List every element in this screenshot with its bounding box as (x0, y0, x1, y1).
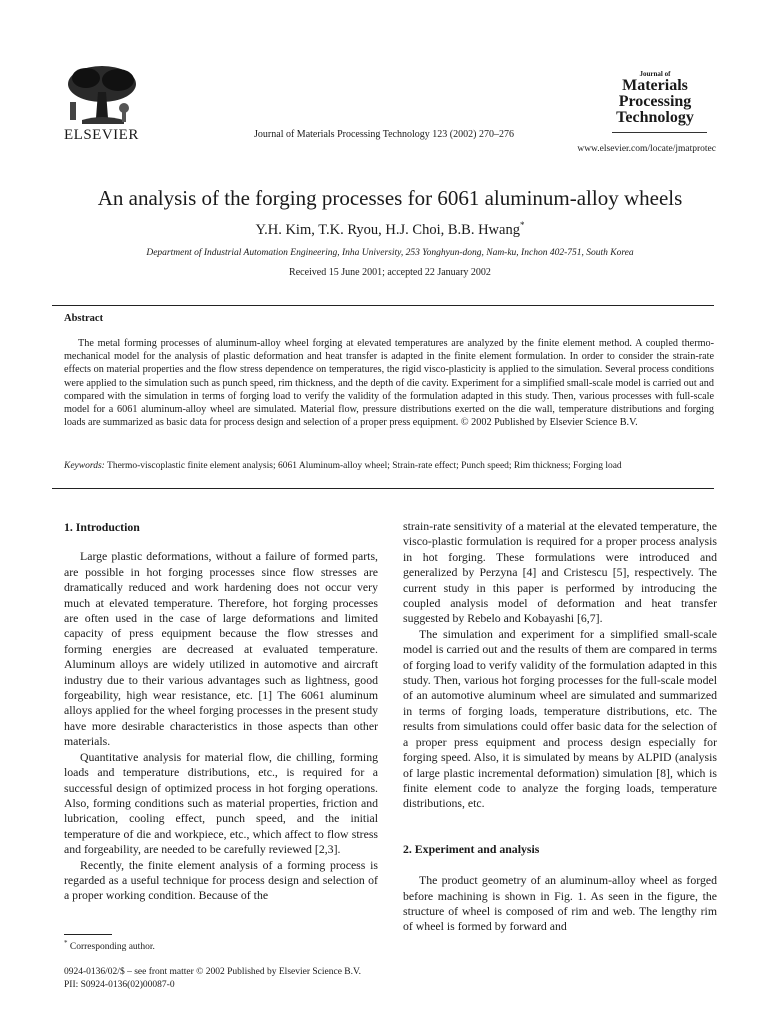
footnote-text: Corresponding author. (69, 942, 155, 953)
journal-brand-of: Journal of (639, 70, 671, 78)
keywords-text: Thermo-viscoplastic finite element analysis; 6061 Aluminum-alloy wheel; Strain-rate effect; Punch speed; Rim thickness; Forging load (107, 461, 622, 471)
received-dates: Received 15 June 2001; accepted 22 January 2002 (289, 267, 491, 278)
journal-brand-line3: Technology (616, 109, 694, 126)
paragraph: Large plastic deformations, without a failure of formed parts, are possible in hot forging processes since flow stresses are dramatically reduced and work hardening does not occur very much at elevated temperature. Therefore, hot forging processes are often used in the case of large deformations and limited capacity of press equipment because the flow stresses and forming energies are decreased at evaluated temperature. Aluminum alloys are widely utilized in automotive and aircraft industry due to their various advantages such as lightness, good forgeability, high wear resistance, etc. [1] The 6061 aluminum alloys applied for the wheel forging processes in the present study have more desirable characteristics in those aspects than other materials. (64, 549, 378, 749)
abstract-text: The metal forming processes of aluminum-alloy wheel forging at elevated temperatures are analyzed by the finite element method. A coupled thermo-mechanical model for the analysis of plastic deformation and heat transfer is adapted in the finite element formulation. In order to consider the strain-rate effects on material properties and the flow stress dependence on temperatures, the rigid visco-plasticity is applied to the simulation. Several process conditions were applied to the simulation such as punch speed, rim thickness, and the depth of die cavity. Experiment for a simplified small-scale model is carried out and compared with the simulation in terms of forging load to verify the validity of the formulation adapted in this study. Then, various processes with full-scale model for a 6061 aluminum-alloy wheel are simulated. Material flow, pressure distributions exerted on the die wall, temperature distributions and forging loads are summarized as basic data for process design and selection of a proper press equipment. © 2002 Published by Elsevier Science B.V. (64, 338, 714, 429)
paragraph: Recently, the finite element analysis of a forming process is regarded as a useful technique for process design and selection of a proper working condition. Because of the (64, 857, 378, 903)
paragraph: The simulation and experiment for a simplified small-scale model is carried out and the results of them are compared in terms of forging load to verify validity of the formulation adapted in this study. Then, various hot forging processes for the full-scale model of an automotive aluminum wheel are simulated and summarized in terms of forging loads, temperature distributions, etc. The results from simulations could offer basic data for the selection of a proper press equipment and process design especially for forging speed. Also, it is simulated by means by ALPID (analysis of large plastic incremental deformation) simulation [8], which is finite element code to analyze the forging loads, temperature distributions, etc. (403, 626, 717, 811)
keywords-label: Keywords: (64, 461, 105, 471)
article-title: An analysis of the forging processes for 6061 aluminum-alloy wheels (97, 186, 683, 210)
abstract-bottom-rule (52, 488, 714, 489)
journal-brand (590, 70, 720, 126)
section-2-heading: 2. Experiment and analysis (403, 841, 540, 856)
footnote (64, 939, 155, 952)
authors-text: Y.H. Kim, T.K. Ryou, H.J. Choi, B.B. Hwang (255, 221, 520, 238)
journal-brand-line1: Materials (622, 77, 688, 94)
abstract-top-rule (52, 305, 714, 306)
journal-brand-rule (612, 132, 707, 133)
publisher-name: ELSEVIER (64, 127, 139, 143)
abstract-heading: Abstract (64, 313, 104, 324)
author-mark: * (519, 220, 525, 230)
paragraph: The product geometry of an aluminum-alloy wheel as forged before machining is shown in Fig. 1. As seen in the figure, the structure of wheel is composed of rim and web. The lengthy rim of wheel is formed by forward and (403, 873, 717, 934)
paragraph: Quantitative analysis for material flow, die chilling, forming loads and temperature distributions, etc., is required for a successful design of optimized process in hot forging operations. Also, forming conditions such as material properties, friction and lubrication, cooling effect, punch speed, and the initial temperature of die and workpiece, etc., which affect to flow stress and forgeability, are needed to be carefully reviewed [2,3]. (64, 749, 378, 857)
journal-brand-line2: Processing (618, 93, 692, 110)
section-1-heading: 1. Introduction (64, 520, 140, 534)
journal-citation: Journal of Materials Processing Technology 123 (2002) 270–276 (254, 129, 514, 140)
pii-line: PII: S0924-0136(02)00087-0 (64, 980, 175, 990)
front-matter (64, 966, 361, 992)
left-column (64, 520, 378, 904)
author-list (0, 220, 768, 239)
elsevier-tree-logo (62, 62, 142, 128)
issn-line: 0924-0136/02/$ – see front matter © 2002 Published by Elsevier Science B.V. (64, 967, 362, 977)
footnote-rule (64, 934, 112, 935)
right-column (403, 519, 717, 935)
affiliation: Department of Industrial Automation Engineering, Inha University, 253 Yonghyun-dong, Nam-ku, Inchon 402-751, South Korea (146, 248, 634, 258)
footnote-mark: * (64, 939, 68, 947)
paragraph: strain-rate sensitivity of a material at the elevated temperature, the visco-plastic formulation is required for a proper process analysis in hot forging. These formulations were introduced and generalized by Perzyna [4] and Cristescu [5], respectively. The current study in this paper is performed by introducing the coupled analysis model of deformation and heat transfer suggested by Rebelo and Kobayashi [6,7]. (403, 519, 717, 626)
journal-url[interactable]: www.elsevier.com/locate/jmatprotec (577, 144, 716, 154)
keywords (64, 461, 714, 471)
